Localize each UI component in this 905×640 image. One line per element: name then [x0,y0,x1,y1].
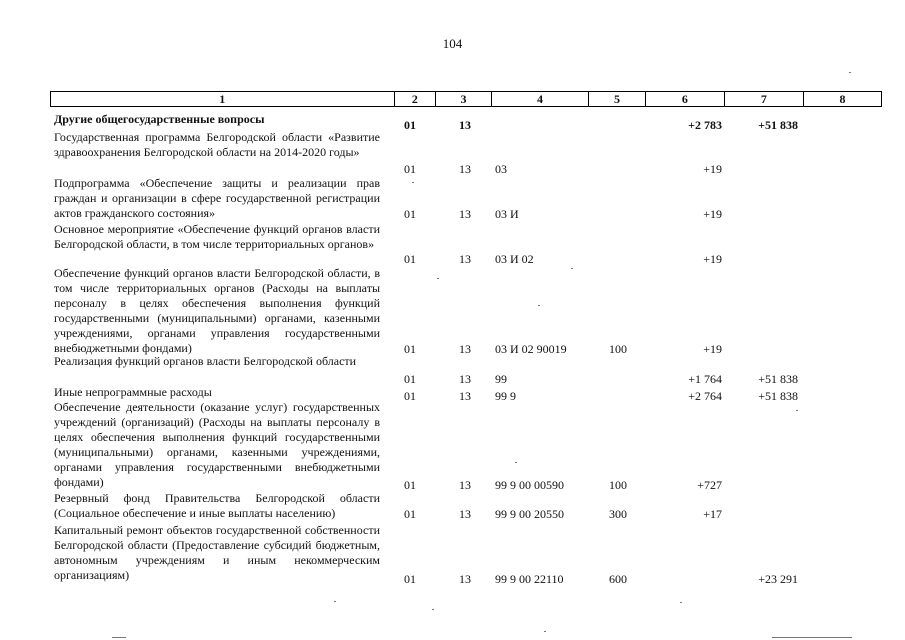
row-amount-col7: +23 291 [758,572,798,586]
scan-speck [849,72,851,73]
scan-speck [571,268,573,269]
row-section: 01 [404,572,416,586]
row-amount-col7: +51 838 [758,118,798,132]
row-subsection: 13 [459,572,471,586]
row-description: Резервный фонд Правительства Белгородской области (Социальное обеспечение и иные выплаты населению) [54,491,380,520]
column-header-6: 6 [645,92,724,107]
row-subsection: 13 [459,118,471,132]
row-expense-type: 100 [609,478,627,492]
row-section: 01 [404,342,416,356]
row-subsection: 13 [459,389,471,403]
row-target-article: 99 9 00 22110 [495,572,564,586]
column-header-2: 2 [394,92,436,107]
row-description: Государственная программа Белгородской области «Развитие здравоохранения Белгородской области на 2014-2020 годы» [54,130,380,159]
row-section: 01 [404,207,416,221]
row-section: 01 [404,372,416,386]
row-subsection: 13 [459,478,471,492]
row-description: Другие общегосударственные вопросы [54,112,265,126]
row-description: Иные непрограммные расходы [54,385,212,399]
row-subsection: 13 [459,372,471,386]
row-section: 01 [404,507,416,521]
row-amount-col6: +19 [703,162,722,176]
scan-speck [680,602,682,603]
column-header-8: 8 [803,92,881,107]
column-header-7: 7 [724,92,803,107]
row-target-article: 03 И [495,207,519,221]
column-header-4: 4 [491,92,588,107]
row-amount-col6: +2 783 [688,118,722,132]
row-subsection: 13 [459,342,471,356]
row-amount-col6: +727 [697,478,722,492]
row-section: 01 [404,252,416,266]
row-section: 01 [404,389,416,403]
row-subsection: 13 [459,507,471,521]
row-section: 01 [404,162,416,176]
row-target-article: 03 И 02 [495,252,534,266]
scan-speck [538,305,540,306]
scan-speck [334,601,336,602]
row-description: Капитальный ремонт объектов государственной собственности Белгородской области (Предоставление субсидий бюджетным, автономным учреждениям и иным некоммерческим организациям) [54,523,380,582]
column-header-3: 3 [436,92,492,107]
scan-speck [112,637,126,638]
row-amount-col7: +51 838 [758,389,798,403]
row-target-article: 99 9 00 00590 [495,478,564,492]
column-header-1: 1 [51,92,395,107]
row-description: Подпрограмма «Обеспечение защиты и реализации прав граждан и организации в сфере государственной регистрации актов гражданского состояния» [54,176,380,220]
column-header-5: 5 [589,92,646,107]
row-description: Реализация функций органов власти Белгородской области [54,354,357,368]
row-target-article: 99 9 00 20550 [495,507,564,521]
row-target-article: 03 И 02 90019 [495,342,567,356]
row-description: Обеспечение функций органов власти Белгородской области, в том числе территориальных органов (Расходы на выплаты персоналу в целях обеспечения выполнения функций государственными (муниципальными) органами, казенными учреждениями, органами управления государственными внебюджетными фондами) [54,266,380,355]
row-expense-type: 600 [609,572,627,586]
row-subsection: 13 [459,207,471,221]
row-expense-type: 300 [609,507,627,521]
row-section: 01 [404,118,416,132]
scan-speck [796,410,798,411]
row-target-article: 99 9 [495,389,516,403]
scan-speck [412,182,414,183]
row-amount-col6: +17 [703,507,722,521]
row-amount-col6: +2 764 [688,389,722,403]
scan-speck [544,631,546,632]
page-number: 104 [442,36,463,51]
scan-speck [772,637,852,638]
scan-speck [515,462,517,463]
row-amount-col6: +1 764 [688,372,722,386]
row-amount-col6: +19 [703,207,722,221]
row-amount-col6: +19 [703,342,722,356]
row-description: Основное мероприятие «Обеспечение функций органов власти Белгородской области, в том числе территориальных органов» [54,222,380,251]
row-section: 01 [404,478,416,492]
scan-speck [432,609,434,610]
row-target-article: 99 [495,372,507,386]
row-amount-col6: +19 [703,252,722,266]
scan-speck [437,278,439,279]
row-subsection: 13 [459,252,471,266]
row-expense-type: 100 [609,342,627,356]
row-amount-col7: +51 838 [758,372,798,386]
row-description: Обеспечение деятельности (оказание услуг) государственных учреждений (организаций) (Расходы на выплаты персоналу в целях обеспечения выполнения функций государственными (муниципальными) органами, казенными учреждениями, органами управления государственными внебюджетными фондами) [54,400,380,489]
row-subsection: 13 [459,162,471,176]
row-target-article: 03 [495,162,507,176]
